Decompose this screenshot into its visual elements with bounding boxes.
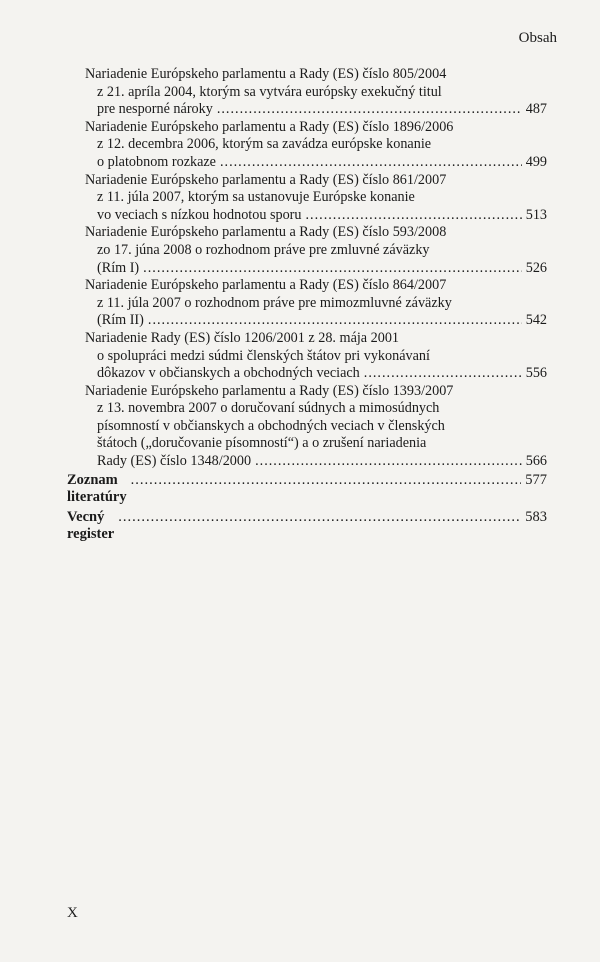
- entry-line: o spolupráci medzi súdmi členských štátov pri vykonávaní: [97, 347, 430, 364]
- page-number: 566: [525, 453, 547, 470]
- dot-leader: [255, 453, 522, 471]
- entry-line: z 12. decembra 2006, ktorým sa zavádza európske konanie: [97, 136, 432, 153]
- entry-leader-line: [67, 260, 547, 278]
- toc-entry: [67, 224, 547, 277]
- section-title: Vecný register: [67, 509, 115, 542]
- page-number: 513: [525, 206, 547, 223]
- entry-line: z 11. júla 2007, ktorým sa ustanovuje Európske konanie: [97, 189, 415, 206]
- entry-leader-line: [67, 101, 547, 119]
- section-title: Zoznam literatúry: [67, 472, 127, 505]
- dot-leader: [143, 260, 522, 278]
- entry-line: (Rím I): [97, 259, 140, 276]
- dot-leader: [148, 312, 522, 330]
- entry-line: Nariadenie Európskeho parlamentu a Rady (ES) číslo 593/2008: [85, 224, 447, 241]
- toc-entry: [67, 119, 547, 172]
- toc-section-index: [67, 509, 547, 543]
- page-number: 526: [525, 259, 547, 276]
- entry-line: štátoch („doručovanie písomností“) a o zrušení nariadenia: [97, 435, 427, 452]
- toc-section-literature: [67, 472, 547, 506]
- dot-leader: [118, 509, 521, 526]
- page-number: 583: [525, 509, 547, 525]
- page-number: 577: [525, 472, 547, 488]
- entry-line: vo veciach s nízkou hodnotou sporu: [97, 206, 302, 223]
- entry-line: Rady (ES) číslo 1348/2000: [97, 453, 252, 470]
- running-header: Obsah: [518, 30, 557, 46]
- toc-entry: [67, 277, 547, 330]
- entry-line: z 13. novembra 2007 o doručovaní súdnych a mimosúdnych: [97, 400, 440, 417]
- entry-line: Nariadenie Európskeho parlamentu a Rady (ES) číslo 864/2007: [85, 277, 447, 294]
- entry-leader-line: [67, 154, 547, 172]
- dot-leader: [131, 472, 522, 489]
- entry-line: Nariadenie Európskeho parlamentu a Rady (ES) číslo 861/2007: [85, 171, 447, 188]
- entry-line: Nariadenie Rady (ES) číslo 1206/2001 z 28. mája 2001: [85, 329, 400, 346]
- entry-line: Nariadenie Európskeho parlamentu a Rady (ES) číslo 1393/2007: [85, 382, 454, 399]
- toc-entry: [67, 330, 547, 383]
- entry-leader-line: [67, 207, 547, 225]
- entry-line: písomností v občianskych a obchodných veciach v členských: [97, 417, 445, 434]
- page-number: 542: [525, 312, 547, 329]
- page-number: 499: [525, 153, 547, 170]
- entry-line: dôkazov v občianskych a obchodných veciach: [97, 365, 360, 382]
- entry-line: zo 17. júna 2008 o rozhodnom práve pre zmluvné záväzky: [97, 241, 430, 258]
- entry-line: z 11. júla 2007 o rozhodnom práve pre mimozmluvné záväzky: [97, 294, 452, 311]
- entry-line: z 21. apríla 2004, ktorým sa vytvára európsky exekučný titul: [97, 83, 442, 100]
- dot-leader: [220, 154, 522, 172]
- toc-entry: [67, 172, 547, 225]
- entry-line: o platobnom rozkaze: [97, 153, 216, 170]
- entry-line: pre nesporné nároky: [97, 101, 213, 118]
- toc-entry: [67, 383, 547, 471]
- entry-leader-line: [67, 453, 547, 471]
- dot-leader: [306, 207, 522, 225]
- entry-leader-line: [67, 365, 547, 383]
- toc-entry: [67, 66, 547, 119]
- entry-line: Nariadenie Európskeho parlamentu a Rady (ES) číslo 1896/2006: [85, 118, 454, 135]
- page-number: 556: [525, 365, 547, 382]
- toc-list: [67, 66, 547, 471]
- page-folio: X: [67, 905, 78, 921]
- page-number: 487: [525, 101, 547, 118]
- dot-leader: [217, 101, 522, 119]
- entry-leader-line: [67, 312, 547, 330]
- dot-leader: [364, 365, 522, 383]
- entry-line: (Rím II): [97, 312, 144, 329]
- entry-line: Nariadenie Európskeho parlamentu a Rady (ES) číslo 805/2004: [85, 66, 447, 82]
